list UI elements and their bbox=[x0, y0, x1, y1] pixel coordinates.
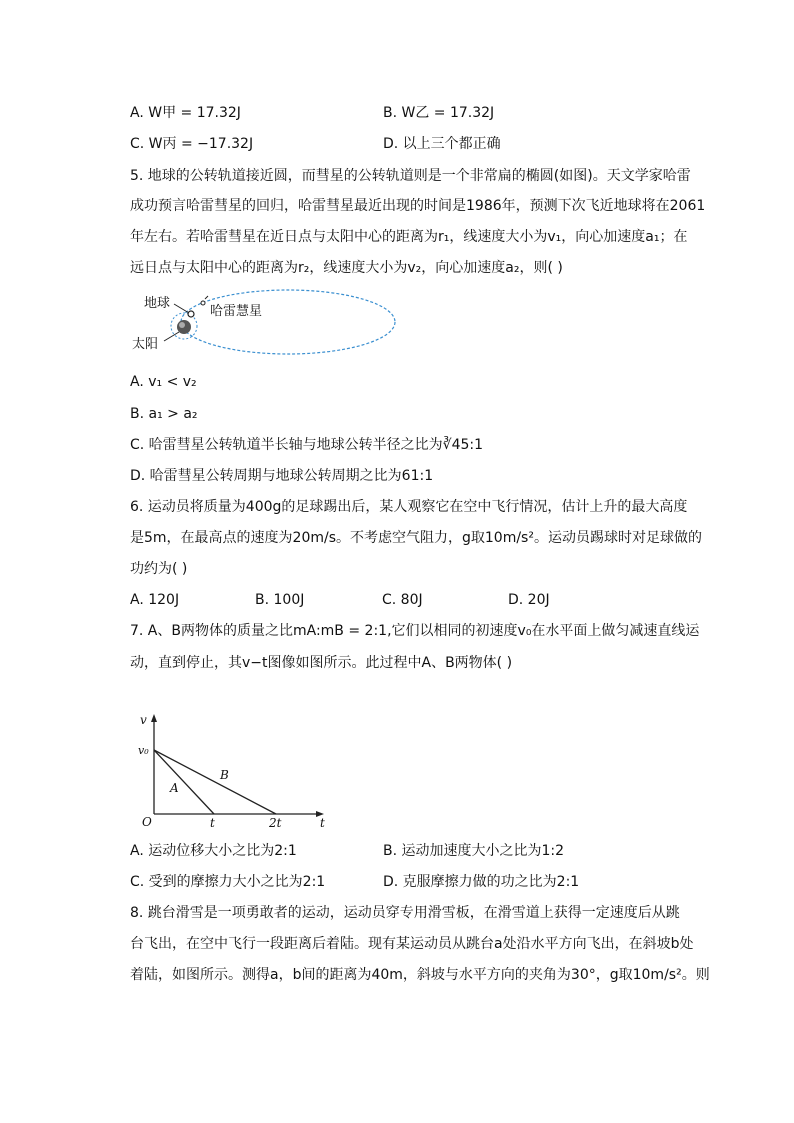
q7-option-c: C. 受到的摩擦力大小之比为2:1 bbox=[130, 874, 326, 890]
line-a bbox=[154, 750, 214, 814]
q6-option-a: A. 120J bbox=[130, 592, 180, 608]
q4-option-a: A. W甲 = 17.32J bbox=[130, 105, 241, 121]
q7-stem-line-2: 动，直到停止，其v−t图像如图所示。此过程中A、B两物体( ) bbox=[130, 655, 513, 671]
sun-label: 太阳 bbox=[132, 337, 159, 352]
orbit-diagram bbox=[128, 288, 408, 368]
origin-label: O bbox=[142, 815, 152, 829]
q7-option-a: A. 运动位移大小之比为2:1 bbox=[130, 843, 297, 859]
line-a-label: A bbox=[170, 781, 179, 795]
q7-option-b: B. 运动加速度大小之比为1:2 bbox=[383, 843, 565, 859]
q8-stem-line-2: 台飞出，在空中飞行一段距离后着陆。现有某运动员从跳台a处沿水平方向飞出，在斜坡b处 bbox=[130, 936, 694, 952]
comet-icon bbox=[201, 301, 205, 305]
q6-stem-line-1: 6. 运动员将质量为400g的足球踢出后，某人观察它在空中飞行情况，估计上升的最大高度 bbox=[130, 499, 688, 515]
q4-option-c: C. W丙 = −17.32J bbox=[130, 136, 254, 152]
q8-stem-line-3: 着陆，如图所示。测得a，b间的距离为40m，斜坡与水平方向的夹角为30°，g取10m/s²。则 bbox=[130, 967, 710, 983]
earth-pointer bbox=[174, 304, 189, 313]
q6-option-b: B. 100J bbox=[255, 592, 305, 608]
q8-stem-line-1: 8. 跳台滑雪是一项勇敢者的运动，运动员穿专用滑雪板，在滑雪道上获得一定速度后从跳 bbox=[130, 905, 680, 921]
q7-option-d: D. 克服摩擦力做的功之比为2:1 bbox=[383, 874, 580, 890]
q5-option-b: B. a₁ > a₂ bbox=[130, 406, 198, 422]
q4-option-b: B. W乙 = 17.32J bbox=[383, 105, 495, 121]
vt-graph bbox=[138, 712, 338, 834]
t-axis-label: t bbox=[320, 816, 325, 830]
comet-label: 哈雷慧星 bbox=[210, 304, 263, 319]
tick-2t-label: 2t bbox=[269, 816, 282, 830]
q5-option-d: D. 哈雷彗星公转周期与地球公转周期之比为61:1 bbox=[130, 468, 434, 484]
q6-stem-line-3: 功约为( ) bbox=[130, 561, 188, 577]
q5-stem-line-4: 远日点与太阳中心的距离为r₂，线速度大小为v₂，向心加速度a₂，则( ) bbox=[130, 260, 563, 276]
q5-option-a: A. v₁ < v₂ bbox=[130, 374, 197, 390]
earth-icon bbox=[188, 311, 194, 317]
line-b-label: B bbox=[220, 768, 229, 782]
q5-stem-line-2: 成功预言哈雷彗星的回归，哈雷彗星最近出现的时间是1986年，预测下次飞近地球将在2061 bbox=[130, 198, 706, 214]
q5-stem-line-1: 5. 地球的公转轨道接近圆，而彗星的公转轨道则是一个非常扁的椭圆(如图)。天文学家哈雷 bbox=[130, 168, 691, 184]
q5-option-c: C. 哈雷彗星公转轨道半长轴与地球公转半径之比为∛45:1 bbox=[130, 437, 484, 453]
q6-option-c: C. 80J bbox=[382, 592, 423, 608]
sun-highlight bbox=[179, 322, 185, 328]
q6-option-d: D. 20J bbox=[508, 592, 550, 608]
tick-t-label: t bbox=[210, 816, 215, 830]
q6-stem-line-2: 是5m，在最高点的速度为20m/s。不考虑空气阻力，g取10m/s²。运动员踢球时对足球做的 bbox=[130, 530, 702, 546]
q7-stem-line-1: 7. A、B两物体的质量之比mA:mB = 2:1,它们以相同的初速度v₀在水平面上做匀减速直线运 bbox=[130, 623, 700, 639]
q5-stem-line-3: 年左右。若哈雷彗星在近日点与太阳中心的距离为r₁，线速度大小为v₁，向心加速度a₁；在 bbox=[130, 229, 688, 245]
v0-label: v₀ bbox=[138, 744, 149, 757]
comet-orbit-ellipse bbox=[181, 290, 395, 354]
comet-tail bbox=[205, 296, 208, 299]
earth-label: 地球 bbox=[144, 296, 171, 311]
q4-option-d: D. 以上三个都正确 bbox=[383, 136, 501, 152]
v-axis-label: v bbox=[140, 713, 147, 727]
v-axis-arrow bbox=[151, 714, 157, 722]
